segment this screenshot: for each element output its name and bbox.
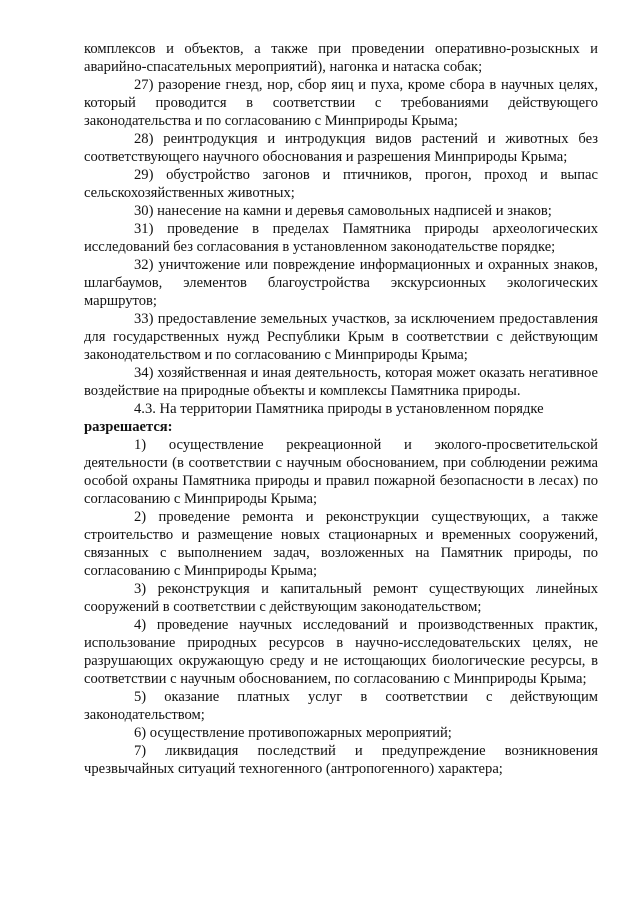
prohibited-item-32: 32) уничтожение или повреждение информационных и охранных знаков, шлагбаумов, элементов благоустройства экскурсионных экологических маршрутов; [84,257,598,309]
prohibited-item-31: 31) проведение в пределах Памятника природы археологических исследований без согласования в установленном законодательстве порядке; [84,221,598,255]
allowed-item-5: 5) оказание платных услуг в соответствии с действующим законодательством; [84,689,598,723]
section-heading-text: 4.3. На территории Памятника природы в установленном порядке [134,401,544,417]
prohibited-item-27: 27) разорение гнезд, нор, сбор яиц и пуха, кроме сбора в научных целях, который проводится в соответствии с требованиями действующего законодательства и по согласованию с Минприроды Крыма; [84,77,598,129]
prohibited-item-34: 34) хозяйственная и иная деятельность, которая может оказать негативное воздействие на природные объекты и комплексы Памятника природы. [84,365,598,399]
prohibited-item-29: 29) обустройство загонов и птичников, прогон, проход и выпас сельскохозяйственных животных; [84,167,598,201]
allowed-item-2: 2) проведение ремонта и реконструкции существующих, а также строительство и размещение новых стационарных и временных сооружений, связанных с выполнением задач, возложенных на Памятник природы, по согласованию с Минприроды Крыма; [84,509,598,579]
allowed-item-4: 4) проведение научных исследований и производственных практик, использование природных ресурсов в научно-исследовательских целях, не разрушающих окружающую среду и не истощающих биологические ресурсы, в соответствии с научным обоснованием, по согласованию с Минприроды Крыма; [84,617,598,687]
allowed-item-6: 6) осуществление противопожарных мероприятий; [134,725,452,741]
prohibited-item-30: 30) нанесение на камни и деревья самовольных надписей и знаков; [134,203,552,219]
document-page [84,40,598,778]
allowed-item-1: 1) осуществление рекреационной и эколого-просветительской деятельности (в соответствии с научным обоснованием, при соблюдении режима особой охраны Памятника природы и правил пожарной безопасности в лесах) по согласованию с Минприроды Крыма; [84,437,598,507]
prohibited-item-33: 33) предоставление земельных участков, за исключением предоставления для государственных нужд Республики Крым в соответствии с действующим законодательством и по согласованию с Минприроды Крыма; [84,311,598,363]
section-heading-bold: разрешается: [84,419,173,435]
paragraph-continuation: комплексов и объектов, а также при проведении оперативно-розыскных и аварийно-спасательных мероприятий), нагонка и натаска собак; [84,41,598,75]
prohibited-item-28: 28) реинтродукция и интродукция видов растений и животных без соответствующего научного обоснования и разрешения Минприроды Крыма; [84,131,598,165]
allowed-item-7: 7) ликвидация последствий и предупреждение возникновения чрезвычайных ситуаций техногенного (антропогенного) характера; [84,743,598,777]
section-heading [84,400,598,436]
allowed-item-3: 3) реконструкция и капитальный ремонт существующих линейных сооружений в соответствии с действующим законодательством; [84,581,598,615]
